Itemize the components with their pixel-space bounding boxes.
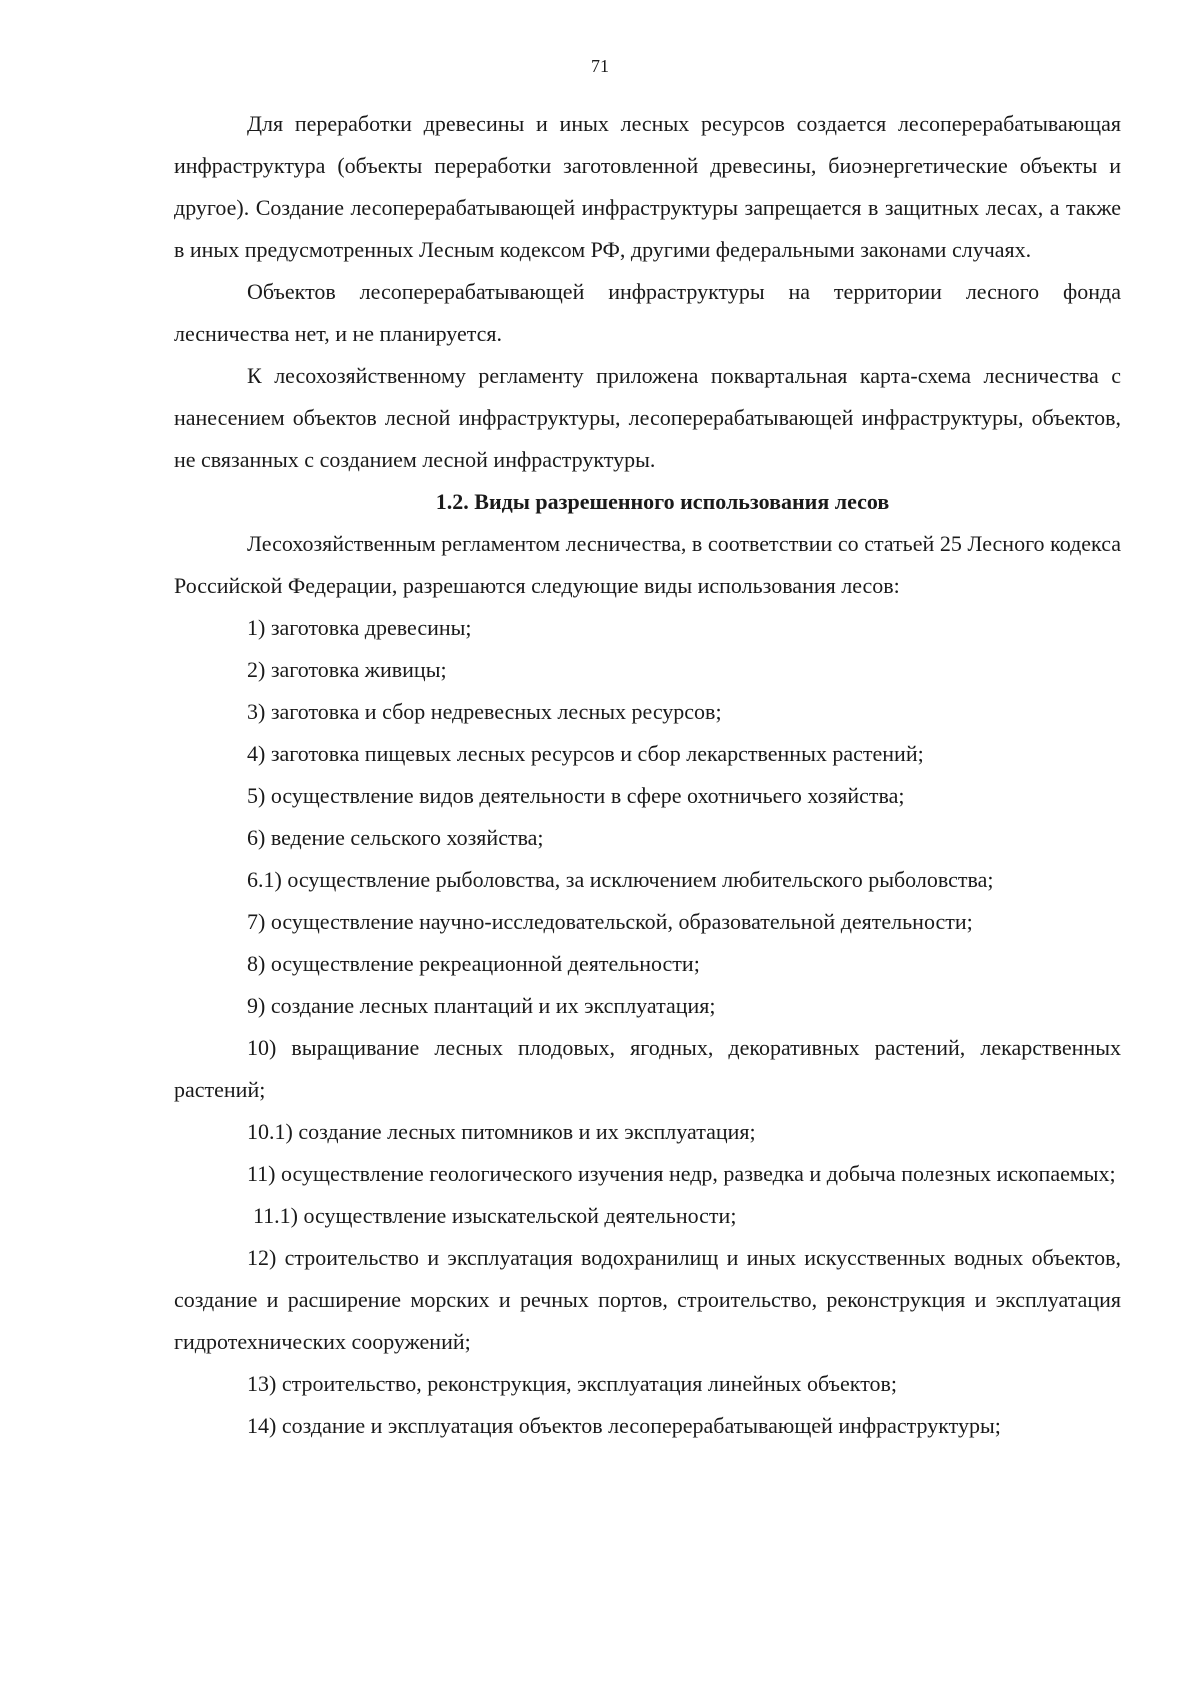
list-item: 9) создание лесных плантаций и их эксплуатация; bbox=[247, 993, 716, 1018]
list-item: 13) строительство, реконструкция, эксплуатация линейных объектов; bbox=[247, 1371, 898, 1396]
list-item: 2) заготовка живицы; bbox=[247, 657, 447, 682]
paragraph-map-scheme: К лесохозяйственному регламенту приложена поквартальная карта-схема лесничества с нанесением объектов лесной инфраструктуры, лесоперерабатывающей инфраструктуры, объектов, не связанных с созданием лесной инфраструктуры. bbox=[174, 363, 1121, 472]
list-item: 8) осуществление рекреационной деятельности; bbox=[247, 951, 700, 976]
list-item: 6.1) осуществление рыболовства, за исключением любительского рыболовства; bbox=[247, 867, 994, 892]
list-item: 12) строительство и эксплуатация водохранилищ и иных искусственных водных объектов, создание и расширение морских и речных портов, строительство, реконструкция и эксплуатация гидротехнических сооружений; bbox=[174, 1245, 1121, 1354]
list-item: 3) заготовка и сбор недревесных лесных ресурсов; bbox=[247, 699, 722, 724]
list-item: 14) создание и эксплуатация объектов лесоперерабатывающей инфраструктуры; bbox=[247, 1413, 1001, 1438]
page-number: 71 bbox=[591, 56, 609, 76]
section-heading: 1.2. Виды разрешенного использования лесов bbox=[435, 489, 890, 514]
list-item: 11.1) осуществление изыскательской деятельности; bbox=[253, 1203, 737, 1228]
list-item: 10) выращивание лесных плодовых, ягодных, декоративных растений, лекарственных растений; bbox=[174, 1035, 1121, 1102]
paragraph-infrastructure: Для переработки древесины и иных лесных ресурсов создается лесоперерабатывающая инфраструктура (объекты переработки заготовленной древесины, биоэнергетические объекты и другое). Создание лесоперерабатывающей инфраструктуры запрещается в защитных лесах, а также в иных предусмотренных Лесным кодексом РФ, другими федеральными законами случаях. bbox=[174, 111, 1121, 262]
list-item: 11) осуществление геологического изучения недр, разведка и добыча полезных ископаемых; bbox=[247, 1161, 1116, 1186]
body-text bbox=[174, 103, 1121, 1447]
list-item: 10.1) создание лесных питомников и их эксплуатация; bbox=[247, 1119, 756, 1144]
paragraph-intro: Лесохозяйственным регламентом лесничества, в соответствии со статьей 25 Лесного кодекса Российской Федерации, разрешаются следующие виды использования лесов: bbox=[174, 531, 1121, 598]
list-item: 6) ведение сельского хозяйства; bbox=[247, 825, 544, 850]
list-item: 1) заготовка древесины; bbox=[247, 615, 472, 640]
list-item: 7) осуществление научно-исследовательской, образовательной деятельности; bbox=[247, 909, 973, 934]
list-item: 5) осуществление видов деятельности в сфере охотничьего хозяйства; bbox=[247, 783, 905, 808]
list-item: 4) заготовка пищевых лесных ресурсов и сбор лекарственных растений; bbox=[247, 741, 924, 766]
paragraph-no-objects: Объектов лесоперерабатывающей инфраструктуры на территории лесного фонда лесничества нет, и не планируется. bbox=[174, 279, 1121, 346]
